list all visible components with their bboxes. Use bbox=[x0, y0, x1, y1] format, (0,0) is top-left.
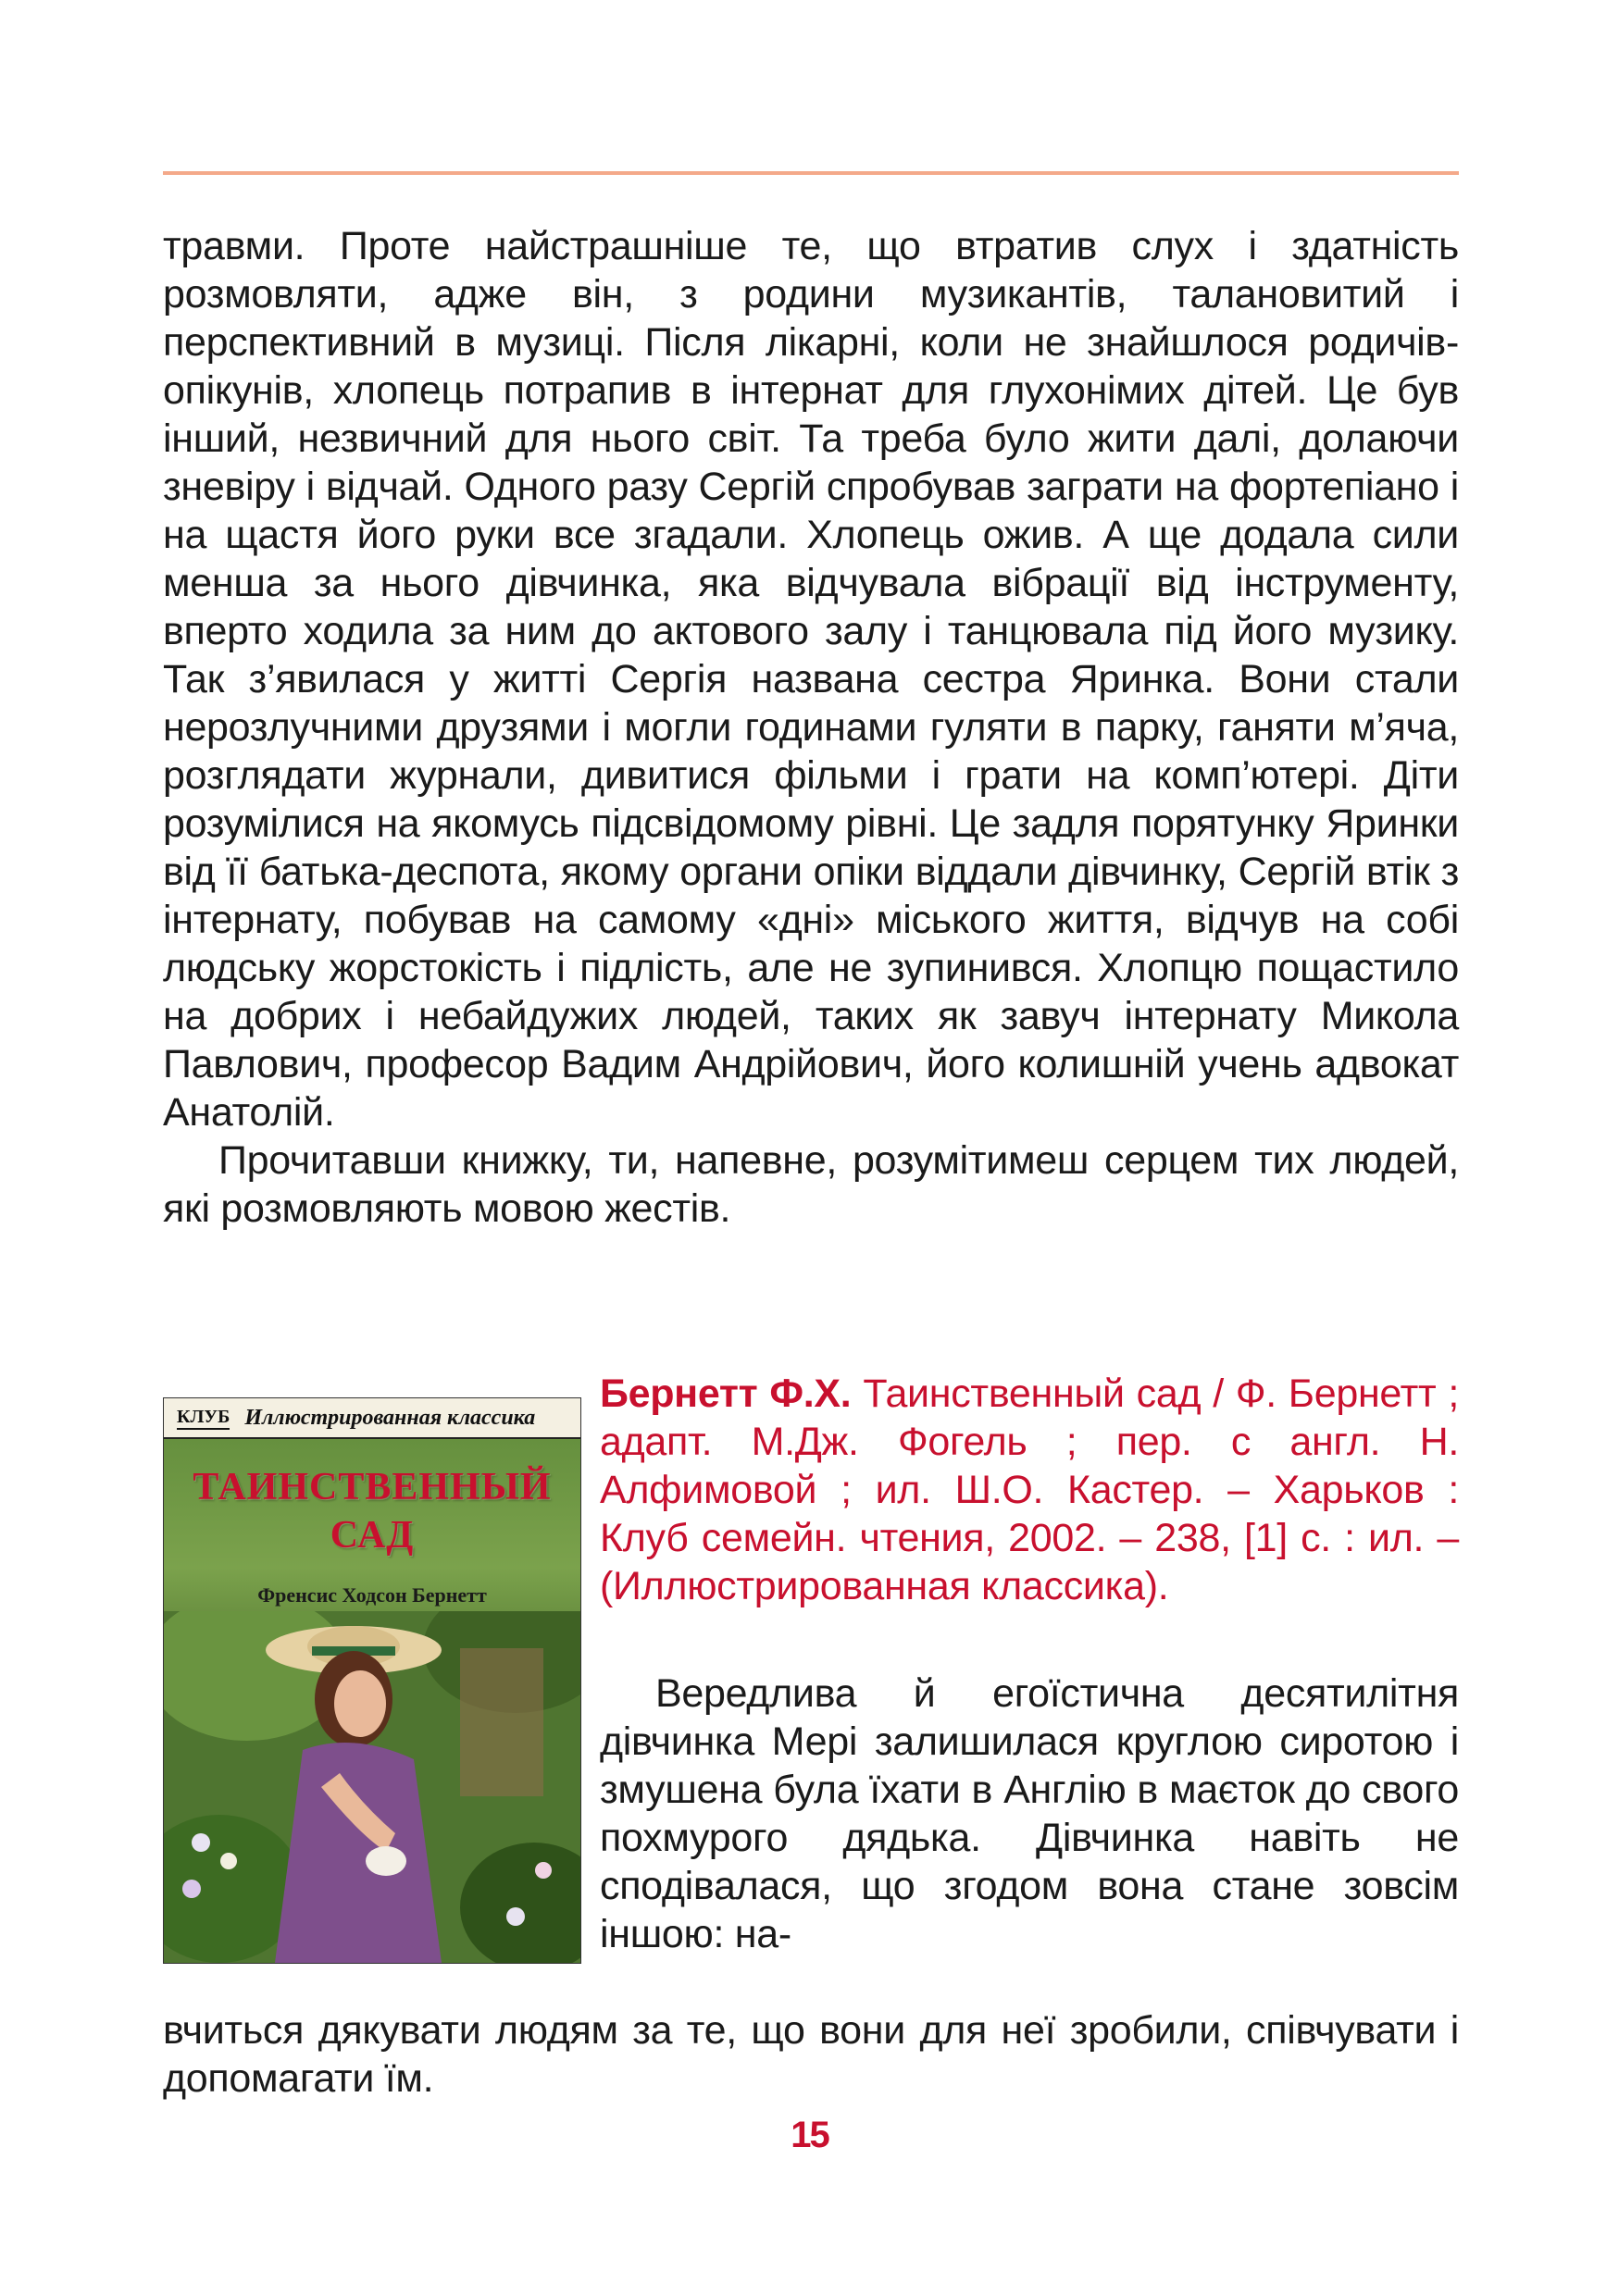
book-cover-image bbox=[163, 1397, 581, 1964]
annotation-continuation bbox=[163, 2006, 1459, 2103]
bibliography-author: Бернетт Ф.Х. bbox=[600, 1371, 852, 1416]
annotation-part-2: вчиться дякувати людям за те, що вони для неї зробили, співчувати і допомагати їм. bbox=[163, 2008, 1459, 2101]
header-rule bbox=[163, 171, 1459, 175]
paragraph-2: Прочитавши книжку, ти, напевне, розумітимеш серцем тих людей, які розмовляють мовою жестів. bbox=[163, 1138, 1459, 1231]
cover-illustration bbox=[164, 1611, 580, 1963]
paragraph-1: травми. Проте найстрашніше те, що втратив слух і здатність розмовляти, адже він, з родини музикантів, талановитий і перспективний в музиці. Після лікарні, коли не знайшлося родичів-опікунів, хлопець потрапив в інтернат для глухонімих дітей. Це був інший, незвичний для нього світ. Та треба було жити далі, долаючи зневіру і відчай. Одного разу Сергій спробував заграти на фортепіано і на щастя його руки все згадали. Хлопець ожив. А ще додала сили менша за нього дівчинка, яка відчувала вібрації від інструменту, вперто ходила за ним до актового залу і танцювала під його музику. Так з’явилася у житті Сергія названа сестра Яринка. Вони стали нерозлучними друзями і могли годинами гуляти в парку, ганяти м’яча, розглядати журнали, дивитися фільми і грати на комп’ютері. Діти розумілися на якомусь підсвідомому рівні. Це задля порятунку Яринки від її батька-деспота, якому органи опіки віддали дівчинку, Сергій втік з інтернату, побував на самому «дні» міського життя, відчув на собі людську жорстокість і підлість, але не зупинився. Хлопцю пощастило на добрих і небайдужих людей, таких як завуч інтернату Микола Павлович, професор Вадим Андрійович, його колишній учень адвокат Анатолій. bbox=[163, 224, 1459, 1135]
cover-title bbox=[164, 1463, 580, 1559]
cover-title-line-2: САД bbox=[330, 1514, 415, 1557]
cover-author: Френсис Ходсон Бернетт bbox=[257, 1583, 487, 1607]
page-number: 15 bbox=[791, 2115, 828, 2155]
bibliography-description: Таинственный сад / Ф. Бернетт ; адапт. М.Дж. Фогель ; пер. с англ. Н. Алфимовой ; ил. Ш.О. Кастер. – Харьков : Клуб семейн. чтения, 2002. – 238, [1] с. : ил. – (Иллюстрированная классика). bbox=[600, 1371, 1459, 1608]
annotation-part-1: Вередлива й егоїстична десятилітня дівчинка Мері залишилася круглою сиротою і змушена була їхати в Англію в маєток до свого похмурого дядька. Дівчинка навіть не сподівалася, що згодом вона стане зовсім іншою: на- bbox=[600, 1671, 1459, 1956]
annotation-block bbox=[600, 1669, 1459, 1958]
cover-club-label: КЛУБ bbox=[177, 1407, 230, 1430]
cover-series-header bbox=[164, 1398, 580, 1439]
main-text bbox=[163, 222, 1459, 1233]
bibliographic-entry bbox=[600, 1370, 1459, 1610]
cover-series-label: Иллюстрированная классика bbox=[244, 1405, 536, 1430]
cover-title-line-1: ТАИНСТВЕННЫЙ bbox=[193, 1466, 552, 1508]
